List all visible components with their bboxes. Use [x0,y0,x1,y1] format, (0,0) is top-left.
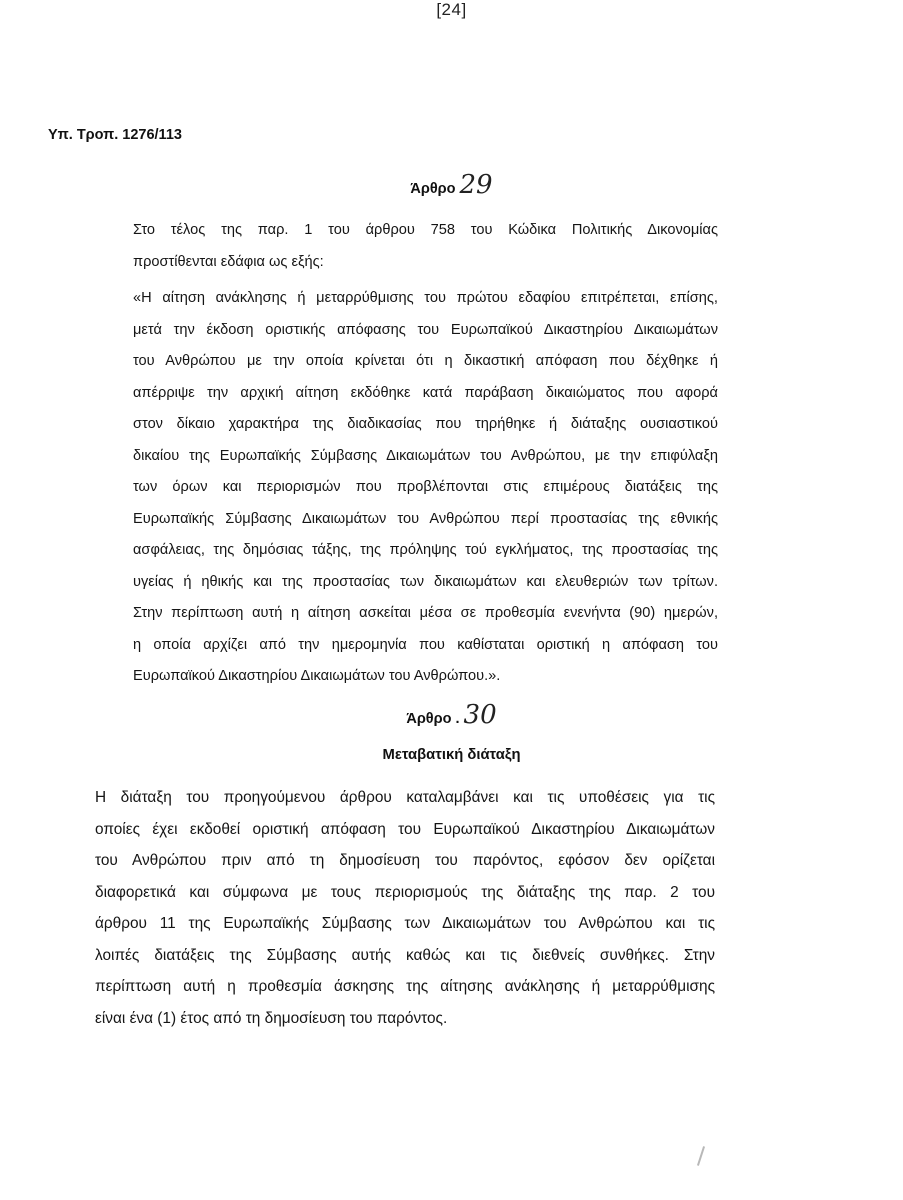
article-30-subtitle: Μεταβατική διάταξη [382,747,521,763]
text-line: στον δίκαιο χαρακτήρα της διαδικασίας που τηρήθηκε ή διάταξης ουσιαστικού [133,416,718,432]
text-line: του Ανθρώπου με την οποία κρίνεται ότι η δικαστική απόφαση που δέχθηκε ή [133,353,718,369]
article-30-body [95,782,715,1034]
article-number-handwritten: 29 [459,170,493,200]
amendment-reference: Υπ. Τροπ. 1276/113 [48,127,182,143]
article-30-heading [0,700,903,730]
article-label: Άρθρο [410,181,456,197]
text-line: υγείας ή ηθικής και της προστασίας των δικαιωμάτων και ελευθεριών των τρίτων. [133,573,718,590]
text-line: Στο τέλος της παρ. 1 του άρθρου 758 του Κώδικα Πολιτικής Δικονομίας [133,222,718,238]
text-line: Στην περίπτωση αυτή η αίτηση ασκείται μέσα σε προθεσμία ενενήντα (90) ημερών, [133,605,718,621]
text-line: απέρριψε την αρχική αίτηση εκδόθηκε κατά παράβαση δικαιώματος που αφορά [133,384,718,401]
text-line: διαφορετικά και σύμφωνα με τους περιορισμούς της διάταξης της παρ. 2 του [95,883,715,901]
text-line: «Η αίτηση ανάκλησης ή μεταρρύθμισης του πρώτου εδαφίου επιτρέπεται, επίσης, [133,290,718,306]
text-line: λοιπές διατάξεις της Σύμβασης αυτής καθώς και τις διεθνείς συνθήκες. Στην [95,946,715,964]
text-line: μετά την έκδοση οριστικής απόφασης του Ευρωπαϊκού Δικαστηρίου Δικαιωμάτων [133,321,718,338]
text-line: Ευρωπαϊκής Σύμβασης Δικαιωμάτων του Ανθρώπου περί προστασίας της εθνικής [133,510,718,527]
pen-mark [697,1146,705,1166]
text-line: οποίες έχει εκδοθεί οριστική απόφαση του Ευρωπαϊκού Δικαστηρίου Δικαιωμάτων [95,820,715,838]
text-line: η οποία αρχίζει από την ημερομηνία που καθίσταται οριστική η απόφαση του [133,636,718,653]
article-label: Άρθρο . [406,711,460,727]
article-number-handwritten: 30 [463,700,497,730]
text-line: δικαίου της Ευρωπαϊκής Σύμβασης Δικαιωμάτων του Ανθρώπου, με την επιφύλαξη [133,447,718,464]
text-line: Η διάταξη του προηγούμενου άρθρου καταλαμβάνει και τις υποθέσεις για τις [95,789,715,806]
text-line: περίπτωση αυτή η προθεσμία άσκησης της αίτησης ανάκλησης ή μεταρρύθμισης [95,978,715,995]
text-line: Ευρωπαϊκού Δικαστηρίου Δικαιωμάτων του Ανθρώπου.». [133,668,501,684]
text-line: των όρων και περιορισμών που προβλέπονται στις επιμέρους διατάξεις της [133,479,718,495]
article-29-heading [0,170,903,200]
text-line: του Ανθρώπου πριν από τη δημοσίευση του παρόντος, εφόσον δεν ορίζεται [95,852,715,869]
article-29-body [133,283,718,693]
text-line: προστίθενται εδάφια ως εξής: [133,253,324,270]
article-29-intro [133,215,718,278]
text-line: ασφάλειας, της δημόσιας τάξης, της πρόληψης τού εγκλήματος, της προστασίας της [133,542,718,558]
text-line: είναι ένα (1) έτος από τη δημοσίευση του παρόντος. [95,1009,448,1027]
page-number: [24] [436,0,467,19]
text-line: άρθρου 11 της Ευρωπαϊκής Σύμβασης των Δικαιωμάτων του Ανθρώπου και τις [95,915,715,932]
